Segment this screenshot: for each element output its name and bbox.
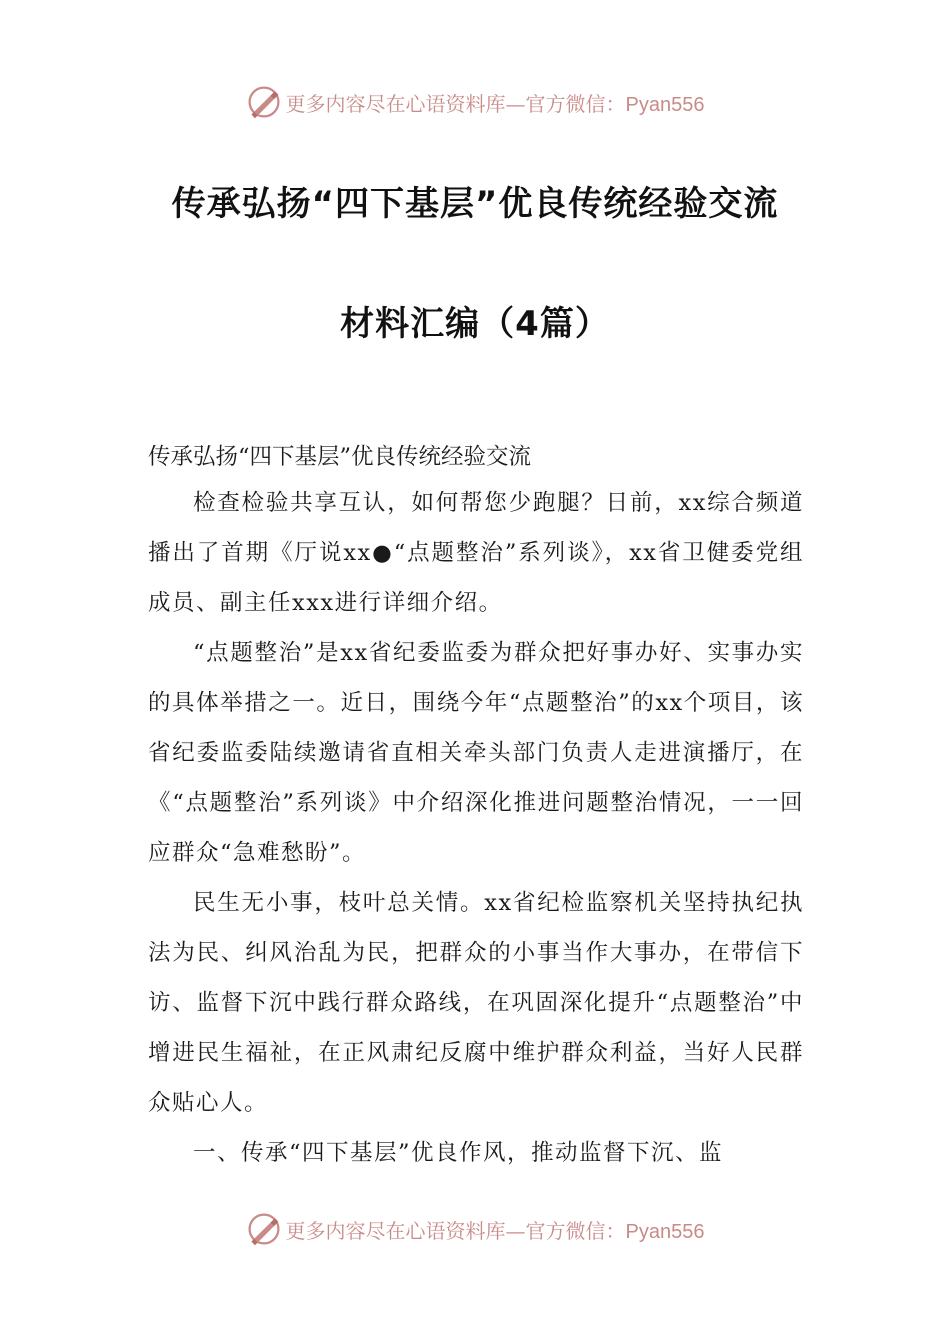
watermark-text: 更多内容尽在心语资料库—官方微信：Pyan556 (285, 91, 705, 116)
watermark-text: 更多内容尽在心语资料库—官方微信：Pyan556 (285, 1218, 705, 1243)
document-title-line-2: 材料汇编（4篇） (340, 304, 610, 344)
document-title-line-1: 传承弘扬“四下基层”优良传统经验交流 (171, 184, 779, 224)
paragraph-list (148, 478, 804, 1178)
section-subheading: 传承弘扬“四下基层”优良传统经验交流 (148, 444, 532, 470)
paragraph: 一、传承“四下基层”优良作风，推动监督下沉、监 (193, 1140, 724, 1166)
fountain-pen-logo-icon (246, 1211, 282, 1247)
footer-watermark (0, 1209, 950, 1249)
header-watermark (0, 82, 950, 122)
fountain-pen-logo-icon (246, 84, 282, 120)
paragraph: “点题整治”是xx省纪委监委为群众把好事办好、实事办实的具体举措之一。近日，围绕今年“点题整治”的xx个项目，该省纪委监委陆续邀请省直相关牵头部门负责人走进演播厅，在《“点题整治”系列谈》中介绍深化推进问题整治情况，一一回应群众“急难愁盼”。 (148, 640, 804, 866)
paragraph: 民生无小事，枝叶总关情。xx省纪检监察机关坚持执纪执法为民、纠风治乱为民，把群众的小事当作大事办，在带信下访、监督下沉中践行群众路线，在巩固深化提升“点题整治”中增进民生福祉，在正风肃纪反腐中维护群众利益，当好人民群众贴心人。 (148, 890, 804, 1116)
paragraph: 检查检验共享互认，如何帮您少跑腿？日前，xx综合频道播出了首期《厅说xx●“点题整治”系列谈》，xx省卫健委党组成员、副主任xxx进行详细介绍。 (148, 490, 804, 616)
